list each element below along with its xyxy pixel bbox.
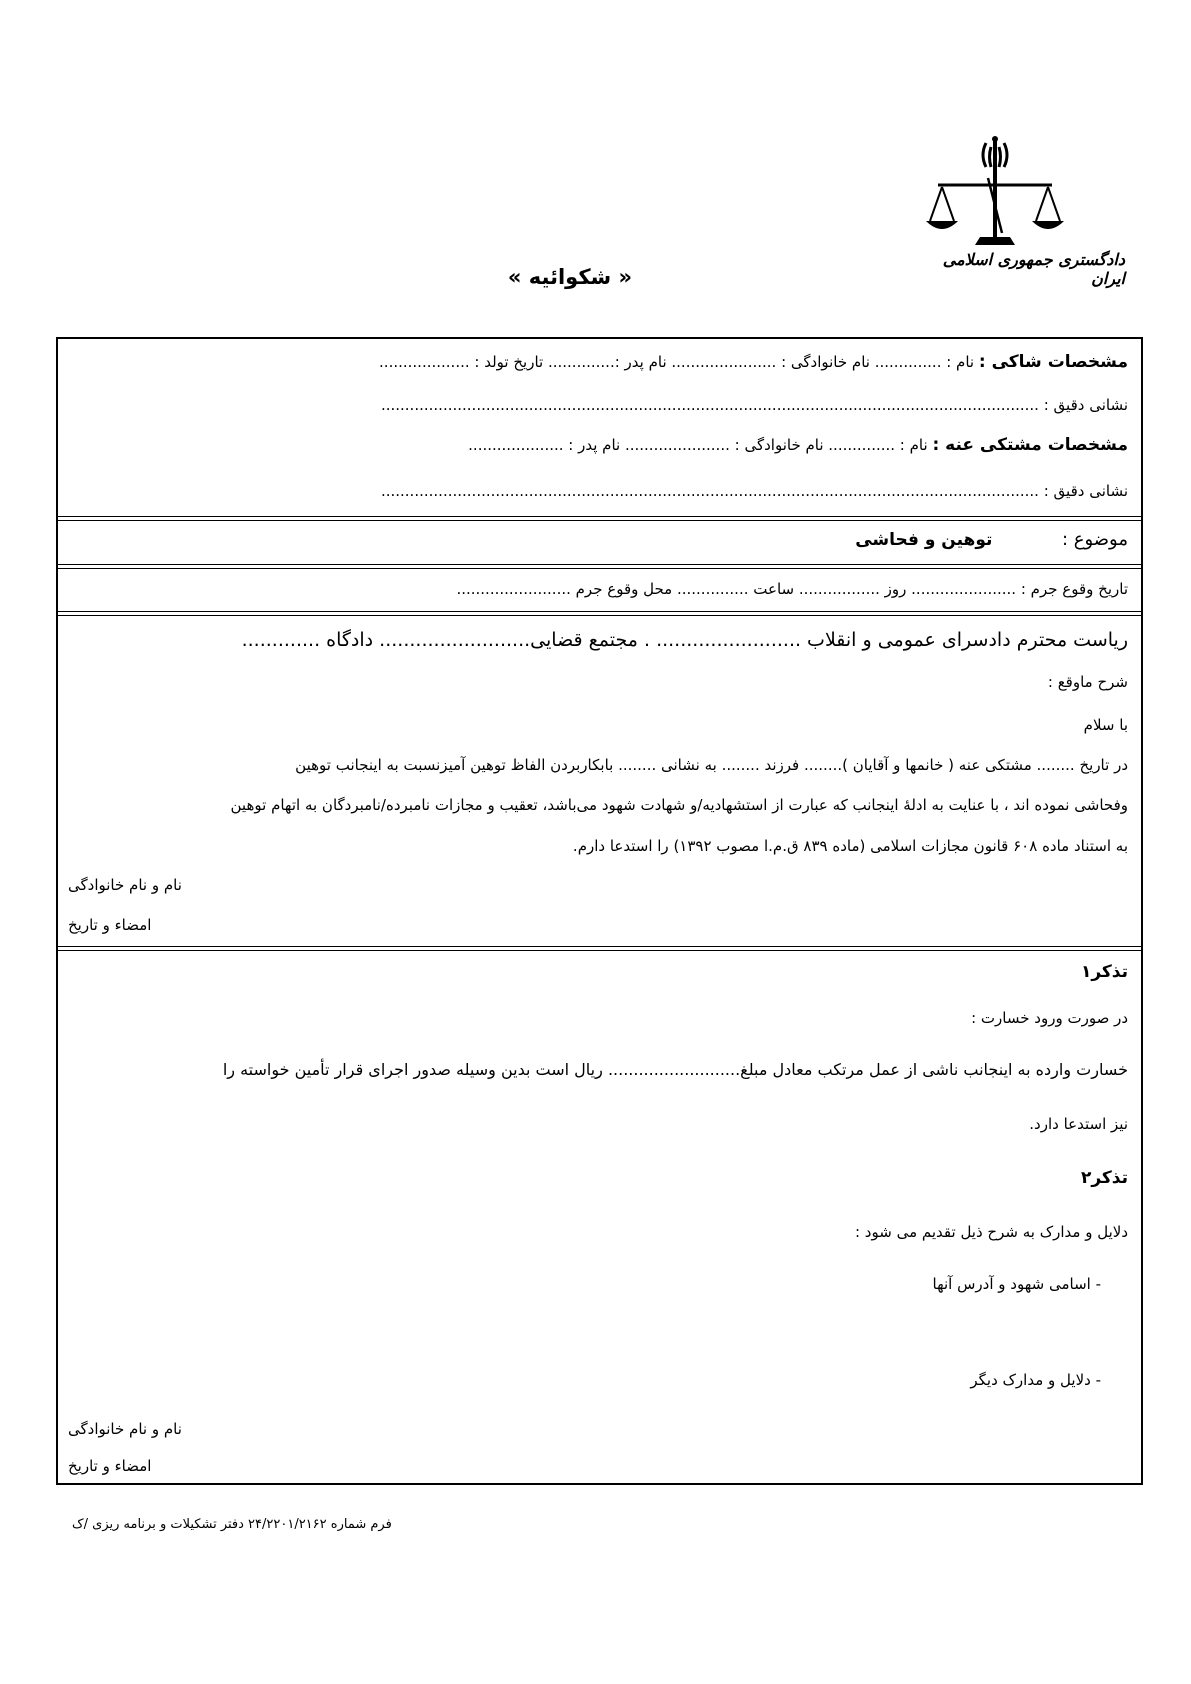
description-label: شرح ماوقع :: [1047, 673, 1128, 691]
note1-intro: در صورت ورود خسارت :: [971, 1009, 1128, 1027]
section-divider: [56, 516, 1143, 521]
section-divider: [56, 564, 1143, 569]
complainant-fields[interactable]: نام : .............. نام خانوادگی : ...................... نام پدر :.............. تاریخ تولد : ...................: [379, 353, 975, 371]
court-name: دادگستری جمهوری اسلامی ایران: [942, 250, 1125, 288]
complainant-row: [70, 350, 1128, 374]
accused-row: [70, 433, 1128, 457]
accused-label: مشخصات مشتکی عنه :: [932, 435, 1128, 455]
accused-address-row[interactable]: [70, 479, 1128, 503]
note2-item-witnesses: - اسامی شهود و آدرس آنها: [932, 1275, 1101, 1293]
subject-value: توهین و فحاشی: [855, 530, 993, 550]
page-title: « شکوائیه »: [507, 265, 633, 289]
form-number: فرم شماره ۲۴/۲۲۰۱/۲۱۶۲ دفتر تشکیلات و برنامه ریزی /ک: [72, 1517, 392, 1532]
signature-date-label: امضاء و تاریخ: [68, 916, 152, 934]
note2-heading: تذکر۲: [1080, 1168, 1128, 1188]
petition-body-line-3: به استناد ماده ۶۰۸ قانون مجازات اسلامی (ماده ۸۳۹ ق.م.ا مصوب ۱۳۹۲) را استدعا دارم.: [572, 837, 1128, 855]
greeting: با سلام: [1083, 716, 1128, 734]
note2-item-other-evidence: - دلایل و مدارک دیگر: [970, 1371, 1101, 1389]
note1-line-1: خسارت وارده به اینجانب ناشی از عمل مرتکب معادل مبلغ.......................... ریال است بدین وسیله صدور اجرای قرار تأمین خواسته را: [222, 1060, 1128, 1079]
subject-row: [70, 528, 1128, 552]
form-frame: [56, 337, 1143, 1485]
note1-line-2: نیز استدعا دارد.: [1029, 1115, 1128, 1133]
signature-name-label: نام و نام خانوادگی: [68, 1420, 182, 1438]
signature-date-label: امضاء و تاریخ: [68, 1457, 152, 1475]
petition-body-line-1: در تاریخ ........ مشتکی عنه ( خانمها و آقایان )........ فرزند ........ به نشانی ........ بابکاربردن الفاظ توهین آمیزنسبت به اینجانب توهین: [295, 756, 1128, 774]
incident-fields[interactable]: تاریخ وقوع جرم : ...................... روز ................. ساعت ............... محل وقوع جرم ........................: [456, 580, 1128, 598]
complainant-label: مشخصات شاکی :: [978, 352, 1128, 372]
complainant-address[interactable]: نشانی دقیق : ..........................................................................................................................................: [380, 396, 1128, 414]
petition-body-line-2: وفحاشی نموده اند ، با عنایت به ادلهٔ اینجانب که عبارت از استشهادیه/و شهادت شهود می‌باشد، تعقیب و مجازات نامبرده/نامبردگان به اتهام توهین: [230, 796, 1128, 814]
complainant-address-row[interactable]: [70, 393, 1128, 417]
section-divider: [56, 946, 1143, 951]
section-divider: [56, 611, 1143, 616]
accused-fields[interactable]: نام : .............. نام خانوادگی : ...................... نام پدر : ....................: [468, 436, 928, 454]
note1-heading: تذکر۱: [1080, 962, 1128, 982]
incident-row[interactable]: [70, 577, 1128, 601]
accused-address[interactable]: نشانی دقیق : ..........................................................................................................................................: [380, 482, 1128, 500]
petition-addressee: ریاست محترم دادسرای عمومی و انقلاب ........................ . مجتمع قضایی......................... دادگاه .............: [241, 629, 1128, 651]
signature-name-label: نام و نام خانوادگی: [68, 876, 182, 894]
note2-intro: دلایل و مدارک به شرح ذیل تقدیم می شود :: [854, 1223, 1128, 1241]
subject-label: موضوع :: [1061, 529, 1128, 550]
